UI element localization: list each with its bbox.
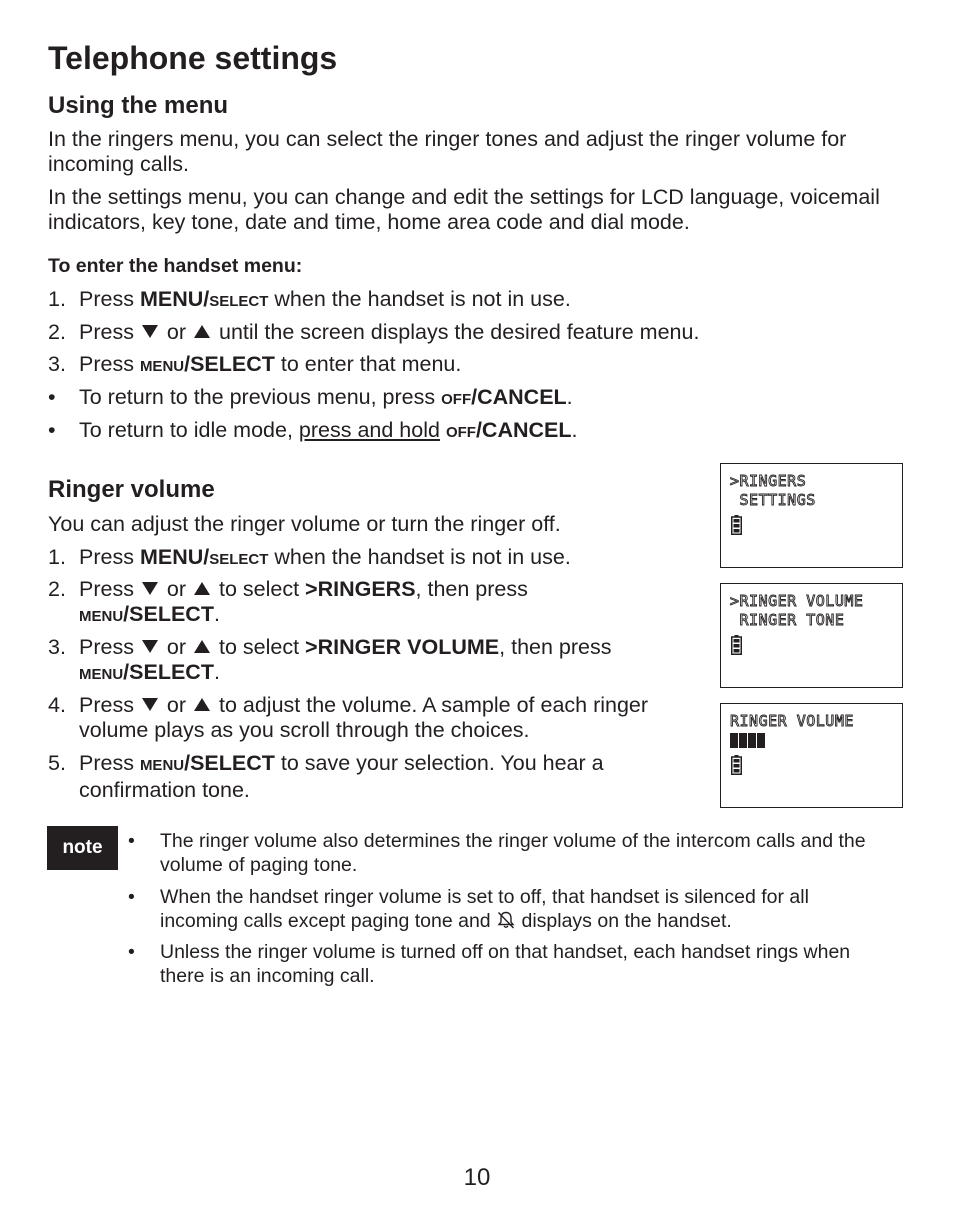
step-text: Press or until the screen displays the desired feature menu. (79, 320, 700, 344)
menu-key-label: MENU/ (139, 545, 210, 569)
off-key-label: OFF (441, 391, 472, 408)
ringers-option-label: >RINGERS (305, 577, 416, 601)
menu-key-label: MENU (139, 358, 185, 375)
lcd-line: RINGER VOLUME (730, 712, 854, 730)
down-arrow-icon (142, 698, 158, 711)
page-number: 10 (463, 1164, 491, 1191)
step-number: 3. (48, 352, 66, 376)
up-arrow-icon (194, 640, 210, 653)
up-arrow-icon (194, 698, 210, 711)
bullet-text: To return to the previous menu, press OFF/CANCEL. (79, 385, 573, 409)
settings-menu-paragraph: In the settings menu, you can change and edit the settings for LCD language, voicemail indicators, key tone, date and time, home area code and dial mode. (48, 185, 880, 234)
battery-icon (731, 755, 742, 775)
lcd-line: SETTINGS (730, 491, 816, 509)
select-key-label: /SELECT (123, 660, 214, 684)
ringers-menu-paragraph: In the ringers menu, you can select the ringer tones and adjust the ringer volume for incoming calls. (48, 127, 847, 176)
menu-key-label: MENU/ (139, 287, 210, 311)
enter-menu-subheading: To enter the handset menu: (48, 255, 303, 277)
section-heading-ringer-volume: Ringer volume (48, 476, 215, 503)
lcd-screen-ringer-volume-menu (720, 583, 903, 688)
off-key-label: OFF (445, 424, 476, 441)
note-text: The ringer volume also determines the ringer volume of the intercom calls and the volume of paging tone. (160, 830, 866, 876)
step-number: 1. (48, 287, 66, 311)
step-text: Press MENU/SELECT when the handset is not in use. (79, 545, 571, 569)
step-text: Press MENU/SELECT to save your selection. You hear a confirmation tone. (79, 751, 604, 802)
lcd-screen-ringers (720, 463, 903, 568)
step-text: Press MENU/SELECT when the handset is not in use. (79, 287, 571, 311)
step-text: Press MENU/SELECT to enter that menu. (79, 352, 462, 376)
up-arrow-icon (194, 582, 210, 595)
select-key-label: /SELECT (184, 751, 275, 775)
battery-icon (731, 635, 742, 655)
down-arrow-icon (142, 582, 158, 595)
select-key-label: /SELECT (123, 602, 214, 626)
volume-segment (739, 733, 747, 748)
lcd-line: >RINGER VOLUME (730, 592, 864, 610)
bullet-mark: • (48, 418, 56, 442)
step-number: 5. (48, 751, 66, 775)
volume-segment (730, 733, 738, 748)
volume-segment (748, 733, 756, 748)
press-and-hold-text: press and hold (298, 418, 440, 442)
section-heading-using-menu: Using the menu (48, 92, 229, 119)
battery-icon (731, 515, 742, 535)
select-key-label: SELECT (209, 293, 269, 310)
menu-key-label: MENU (79, 666, 124, 683)
cancel-key-label: /CANCEL (475, 418, 572, 442)
select-key-label: /SELECT (184, 352, 275, 376)
cancel-key-label: /CANCEL (471, 385, 567, 409)
bullet-mark: • (128, 941, 135, 963)
step-text: Press or to adjust the volume. A sample of each ringer volume plays as you scroll through the choices. (79, 693, 649, 742)
ringer-off-icon (496, 910, 516, 930)
menu-key-label: MENU (139, 757, 185, 774)
menu-key-label: MENU (79, 608, 124, 625)
note-text: When the handset ringer volume is set to off, that handset is silenced for all incoming calls except paging tone and displays on the handset. (160, 886, 809, 932)
step-text: Press or to select >RINGERS, then press MENU/SELECT. (79, 577, 528, 626)
note-badge: note (47, 826, 118, 870)
select-key-label: SELECT (209, 551, 269, 568)
volume-segment (757, 733, 765, 748)
step-text: Press or to select >RINGER VOLUME, then press MENU/SELECT. (79, 635, 612, 684)
up-arrow-icon (194, 325, 210, 338)
down-arrow-icon (142, 640, 158, 653)
step-number: 2. (48, 577, 66, 601)
lcd-screen-ringer-volume-level (720, 703, 903, 808)
volume-level-bar (730, 733, 765, 748)
step-number: 2. (48, 320, 66, 344)
bullet-mark: • (128, 886, 135, 908)
bullet-mark: • (48, 385, 56, 409)
note-text: Unless the ringer volume is turned off on that handset, each handset rings when there is an incoming call. (160, 941, 851, 987)
ringer-volume-intro: You can adjust the ringer volume or turn the ringer off. (48, 512, 561, 536)
bullet-mark: • (128, 830, 135, 852)
down-arrow-icon (142, 325, 158, 338)
ringer-volume-option-label: >RINGER VOLUME (305, 635, 500, 659)
step-number: 3. (48, 635, 66, 659)
lcd-line: RINGER TONE (730, 611, 845, 629)
page-title: Telephone settings (48, 40, 338, 76)
bullet-text: To return to idle mode, press and hold OFF/CANCEL. (79, 418, 578, 442)
step-number: 1. (48, 545, 66, 569)
step-number: 4. (48, 693, 66, 717)
lcd-line: >RINGERS (730, 472, 807, 490)
